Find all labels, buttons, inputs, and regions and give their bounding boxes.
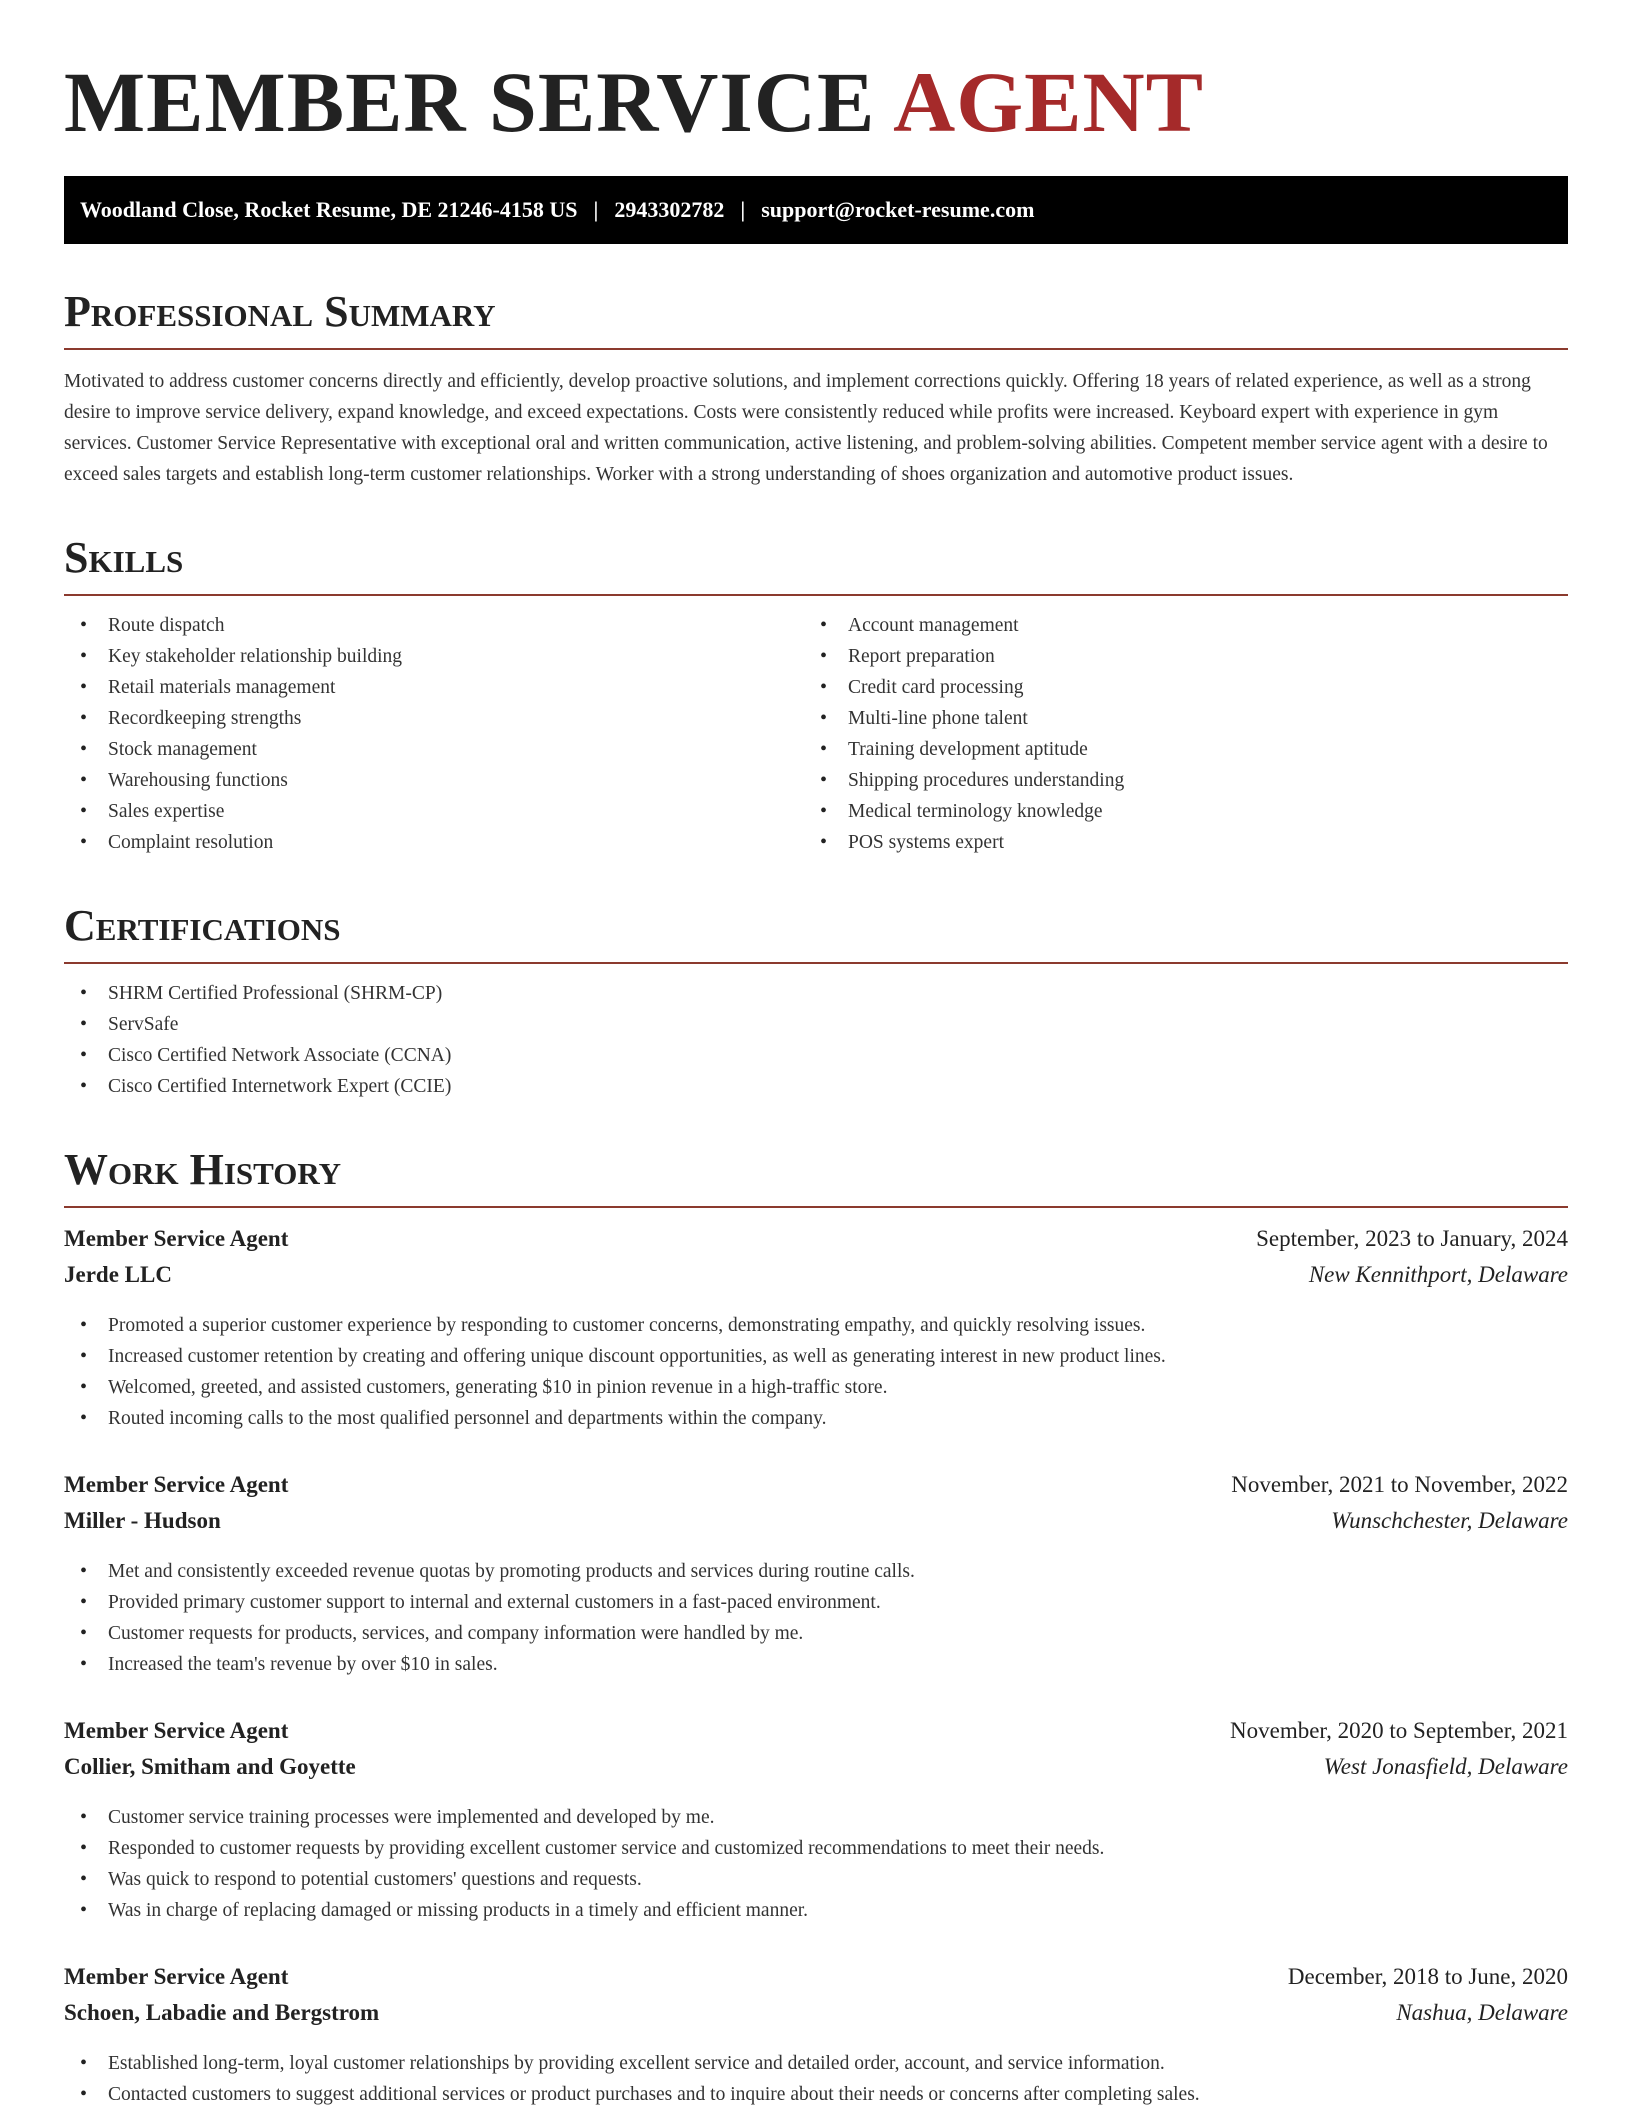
skills-columns [64,610,1568,858]
certifications-list [64,978,1568,1102]
skill-item: • POS systems expert [804,827,1544,858]
certification-item: • ServSafe [64,1009,1568,1040]
skill-item: • Stock management [64,734,804,765]
job-duty-item: • Met and consistently exceeded revenue quotas by promoting products and services during routine calls. [64,1556,1568,1587]
job-title: Member Service Agent [64,1718,289,1743]
skill-item: • Route dispatch [64,610,804,641]
work-history-heading: Work History [64,1146,1568,1208]
job-duty-item: • Increased customer retention by creating and offering unique discount opportunities, as well as generating interest in new product lines. [64,1341,1568,1372]
job-dates: November, 2021 to November, 2022 [1231,1472,1568,1497]
job-company: Schoen, Labadie and Bergstrom [64,2000,380,2025]
skill-item: • Account management [804,610,1544,641]
summary-heading: Professional Summary [64,288,1568,350]
contact-separator: | [593,197,599,222]
resume-page [64,0,1568,2110]
job-duty-item: • Responded to customer requests by providing excellent customer service and customized recommendations to meet their needs. [64,1833,1568,1864]
job-entry [64,1718,1568,1926]
skill-item: • Recordkeeping strengths [64,703,804,734]
skill-item: • Key stakeholder relationship building [64,641,804,672]
skill-item: • Credit card processing [804,672,1544,703]
skill-item: • Retail materials management [64,672,804,703]
job-title: Member Service Agent [64,1472,289,1497]
job-duty-item: • Customer service training processes were implemented and developed by me. [64,1802,1568,1833]
skill-item: • Medical terminology knowledge [804,796,1544,827]
job-company: Collier, Smitham and Goyette [64,1754,356,1779]
job-duty-item: • Was quick to respond to potential customers' questions and requests. [64,1864,1568,1895]
job-duty-item: • Routed incoming calls to the most qualified personnel and departments within the company. [64,1403,1568,1434]
job-duty-item: • Welcomed, greeted, and assisted customers, generating $10 in pinion revenue in a high-traffic store. [64,1372,1568,1403]
skill-item: • Complaint resolution [64,827,804,858]
contact-bar [64,176,1568,244]
summary-text: Motivated to address customer concerns directly and efficiently, develop proactive solutions, and implement corrections quickly. Offering 18 years of related experience, as well as a strong desire to improve service delivery, expand knowledge, and exceed expectations. Costs were consistently reduced while profits were increased. Keyboard expert with experience in gym services. Customer Service Representative with exceptional oral and written communication, active listening, and problem-solving abilities. Competent member service agent with a desire to exceed sales targets and establish long-term customer relationships. Worker with a strong understanding of shoes organization and automotive product issues. [64,371,1548,485]
job-duties-list [64,1556,1568,1680]
name-main: MEMBER SERVICE [64,54,876,150]
job-duty-item: • Established long-term, loyal customer relationships by providing excellent service and detailed order, account, and service information. [64,2048,1568,2079]
job-duty-item: • Increased the team's revenue by over $10 in sales. [64,1649,1568,1680]
skills-list-right [804,610,1544,858]
certification-item: • Cisco Certified Network Associate (CCNA) [64,1040,1568,1071]
skill-item: • Warehousing functions [64,765,804,796]
job-duty-item: • Provided primary customer support to internal and external customers in a fast-paced environment. [64,1587,1568,1618]
job-company-row [64,2000,1568,2036]
skill-item: • Multi-line phone talent [804,703,1544,734]
contact-phone: 2943302782 [614,197,725,222]
job-dates: September, 2023 to January, 2024 [1256,1226,1568,1251]
skills-list-left [64,610,804,858]
job-title-row [64,1964,1568,2000]
resume-name [64,52,1568,152]
job-duties-list [64,1802,1568,1926]
certifications-section [64,902,1568,1102]
job-location: New Kennithport, Delaware [1308,1262,1568,1287]
job-duty-item: • Contacted customers to suggest additional services or product purchases and to inquire about their needs or concerns after completing sales. [64,2079,1568,2110]
contact-separator: | [740,197,746,222]
job-company-row [64,1508,1568,1544]
certification-item: • SHRM Certified Professional (SHRM-CP) [64,978,1568,1009]
skills-section [64,534,1568,858]
certification-item: • Cisco Certified Internetwork Expert (CCIE) [64,1071,1568,1102]
certifications-heading: Certifications [64,902,1568,964]
job-company: Miller - Hudson [64,1508,221,1533]
job-location: West Jonasfield, Delaware [1323,1754,1568,1779]
job-location: Wunschchester, Delaware [1331,1508,1568,1533]
job-entry [64,1226,1568,1434]
job-location: Nashua, Delaware [1396,2000,1568,2025]
job-duty-item: • Customer requests for products, services, and company information were handled by me. [64,1618,1568,1649]
job-title: Member Service Agent [64,1226,289,1251]
skill-item: • Report preparation [804,641,1544,672]
job-duties-list [64,2048,1568,2110]
job-duties-list [64,1310,1568,1434]
job-dates: November, 2020 to September, 2021 [1230,1718,1568,1743]
job-company-row [64,1262,1568,1298]
job-dates: December, 2018 to June, 2020 [1287,1964,1568,1989]
skills-heading: Skills [64,534,1568,596]
job-title-row [64,1718,1568,1754]
skill-item: • Sales expertise [64,796,804,827]
job-duty-item: • Promoted a superior customer experience by responding to customer concerns, demonstrating empathy, and quickly resolving issues. [64,1310,1568,1341]
job-entry [64,1964,1568,2110]
contact-email: support@rocket-resume.com [761,197,1035,222]
job-title-row [64,1472,1568,1508]
contact-address: Woodland Close, Rocket Resume, DE 21246-4158 US [80,197,578,222]
skill-item: • Training development aptitude [804,734,1544,765]
job-entry [64,1472,1568,1680]
job-company-row [64,1754,1568,1790]
work-history-section [64,1146,1568,2110]
skill-item: • Shipping procedures understanding [804,765,1544,796]
job-title: Member Service Agent [64,1964,289,1989]
summary-section [64,288,1568,490]
job-duty-item: • Was in charge of replacing damaged or missing products in a timely and efficient manner. [64,1895,1568,1926]
job-company: Jerde LLC [64,1262,172,1287]
name-accent: AGENT [893,54,1204,150]
job-list [64,1226,1568,2110]
job-title-row [64,1226,1568,1262]
